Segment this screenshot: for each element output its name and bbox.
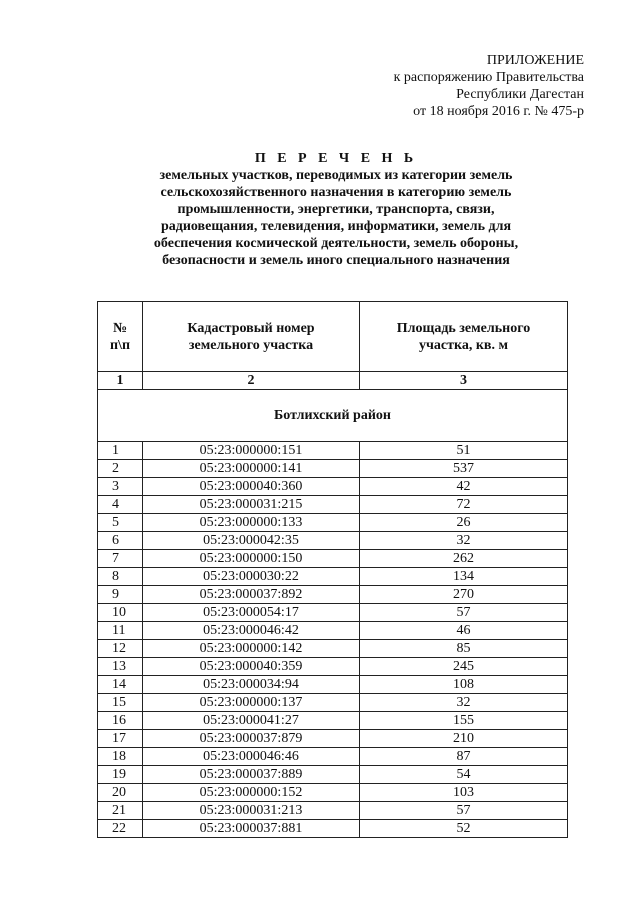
table-row [98, 694, 568, 712]
cadastral-number-cell: 05:23:000000:152 [143, 784, 360, 802]
title-line-6: безопасности и земель иного специального назначения [162, 253, 510, 268]
cadastral-number-cell: 05:23:000030:22 [143, 568, 360, 586]
area-cell: 52 [360, 820, 568, 838]
area-cell: 32 [360, 532, 568, 550]
title-line-4: радиовещания, телевидения, информатики, земель для [160, 219, 512, 234]
table-row [98, 604, 568, 622]
row-number-cell: 5 [98, 514, 143, 532]
district-row [98, 390, 568, 442]
table-row [98, 550, 568, 568]
cadastral-number-cell: 05:23:000000:133 [143, 514, 360, 532]
col-header-area-b: участка, кв. м [418, 337, 508, 353]
cadastral-number-cell: 05:23:000040:360 [143, 478, 360, 496]
document-title [100, 150, 572, 269]
appendix-date-line: от 18 ноября 2016 г. № 475-р [413, 104, 584, 119]
row-number-cell: 14 [98, 676, 143, 694]
col-header-cadastral-a: Кадастровый номер [187, 320, 315, 336]
table-row [98, 730, 568, 748]
table-row [98, 748, 568, 766]
appendix-title: ПРИЛОЖЕНИЕ [486, 53, 584, 68]
col-header-area [360, 302, 568, 372]
row-number-cell: 13 [98, 658, 143, 676]
area-cell: 57 [360, 802, 568, 820]
table-row [98, 496, 568, 514]
table-row [98, 622, 568, 640]
cadastral-number-cell: 05:23:000000:137 [143, 694, 360, 712]
col-header-cadastral-b: земельного участка [188, 337, 314, 353]
table-header-row [98, 302, 568, 372]
table-row [98, 640, 568, 658]
title-line-2: сельскохозяйственного назначения в категорию земель [160, 185, 512, 200]
area-cell: 72 [360, 496, 568, 514]
column-number-2: 2 [143, 372, 360, 390]
row-number-cell: 17 [98, 730, 143, 748]
cadastral-number-cell: 05:23:000046:42 [143, 622, 360, 640]
cadastral-number-cell: 05:23:000042:35 [143, 532, 360, 550]
table-row [98, 766, 568, 784]
area-cell: 57 [360, 604, 568, 622]
table-row [98, 568, 568, 586]
area-cell: 42 [360, 478, 568, 496]
title-line-5: обеспечения космической деятельности, земель обороны, [153, 236, 519, 251]
appendix-republic-line: Республики Дагестан [456, 87, 584, 102]
row-number-cell: 7 [98, 550, 143, 568]
area-cell: 108 [360, 676, 568, 694]
cadastral-number-cell: 05:23:000037:889 [143, 766, 360, 784]
row-number-cell: 18 [98, 748, 143, 766]
row-number-cell: 4 [98, 496, 143, 514]
area-cell: 46 [360, 622, 568, 640]
cadastral-number-cell: 05:23:000046:46 [143, 748, 360, 766]
table-row [98, 712, 568, 730]
area-cell: 54 [360, 766, 568, 784]
parcels-table-wrapper [97, 301, 568, 838]
area-cell: 537 [360, 460, 568, 478]
column-numbers-row [98, 372, 568, 390]
area-cell: 245 [360, 658, 568, 676]
table-row [98, 586, 568, 604]
col-header-cadastral [143, 302, 360, 372]
column-number-3: 3 [360, 372, 568, 390]
row-number-cell: 15 [98, 694, 143, 712]
cadastral-number-cell: 05:23:000000:141 [143, 460, 360, 478]
parcels-table [97, 301, 568, 838]
cadastral-number-cell: 05:23:000037:881 [143, 820, 360, 838]
area-cell: 210 [360, 730, 568, 748]
cadastral-number-cell: 05:23:000000:150 [143, 550, 360, 568]
cadastral-number-cell: 05:23:000054:17 [143, 604, 360, 622]
row-number-cell: 10 [98, 604, 143, 622]
row-number-cell: 2 [98, 460, 143, 478]
row-number-cell: 20 [98, 784, 143, 802]
area-cell: 32 [360, 694, 568, 712]
table-row [98, 478, 568, 496]
row-number-cell: 22 [98, 820, 143, 838]
row-number-cell: 3 [98, 478, 143, 496]
table-row [98, 442, 568, 460]
table-row [98, 802, 568, 820]
table-row [98, 532, 568, 550]
row-number-cell: 12 [98, 640, 143, 658]
cadastral-number-cell: 05:23:000031:215 [143, 496, 360, 514]
area-cell: 87 [360, 748, 568, 766]
area-cell: 270 [360, 586, 568, 604]
col-header-number-b: п\п [109, 337, 131, 353]
area-cell: 26 [360, 514, 568, 532]
area-cell: 134 [360, 568, 568, 586]
area-cell: 155 [360, 712, 568, 730]
cadastral-number-cell: 05:23:000031:213 [143, 802, 360, 820]
row-number-cell: 8 [98, 568, 143, 586]
row-number-cell: 11 [98, 622, 143, 640]
table-row [98, 514, 568, 532]
area-cell: 51 [360, 442, 568, 460]
area-cell: 85 [360, 640, 568, 658]
cadastral-number-cell: 05:23:000041:27 [143, 712, 360, 730]
row-number-cell: 6 [98, 532, 143, 550]
area-cell: 262 [360, 550, 568, 568]
row-number-cell: 16 [98, 712, 143, 730]
cadastral-number-cell: 05:23:000040:359 [143, 658, 360, 676]
title-line-3: промышленности, энергетики, транспорта, связи, [177, 202, 495, 217]
table-row [98, 676, 568, 694]
column-number-1: 1 [98, 372, 143, 390]
table-row [98, 784, 568, 802]
appendix-order-line: к распоряжению Правительства [393, 70, 584, 85]
col-header-area-a: Площадь земельного [396, 320, 531, 336]
cadastral-number-cell: 05:23:000037:879 [143, 730, 360, 748]
area-cell: 103 [360, 784, 568, 802]
row-number-cell: 19 [98, 766, 143, 784]
appendix-header [394, 52, 584, 120]
table-row [98, 820, 568, 838]
row-number-cell: 9 [98, 586, 143, 604]
col-header-number-a: № [112, 320, 128, 336]
table-row [98, 460, 568, 478]
cadastral-number-cell: 05:23:000000:142 [143, 640, 360, 658]
district-name: Ботлихский район [98, 390, 568, 442]
table-row [98, 658, 568, 676]
cadastral-number-cell: 05:23:000037:892 [143, 586, 360, 604]
row-number-cell: 21 [98, 802, 143, 820]
cadastral-number-cell: 05:23:000034:94 [143, 676, 360, 694]
document-heading: П Е Р Е Ч Е Н Ь [254, 151, 418, 166]
row-number-cell: 1 [98, 442, 143, 460]
col-header-number [98, 302, 143, 372]
title-line-1: земельных участков, переводимых из категории земель [159, 168, 513, 183]
cadastral-number-cell: 05:23:000000:151 [143, 442, 360, 460]
